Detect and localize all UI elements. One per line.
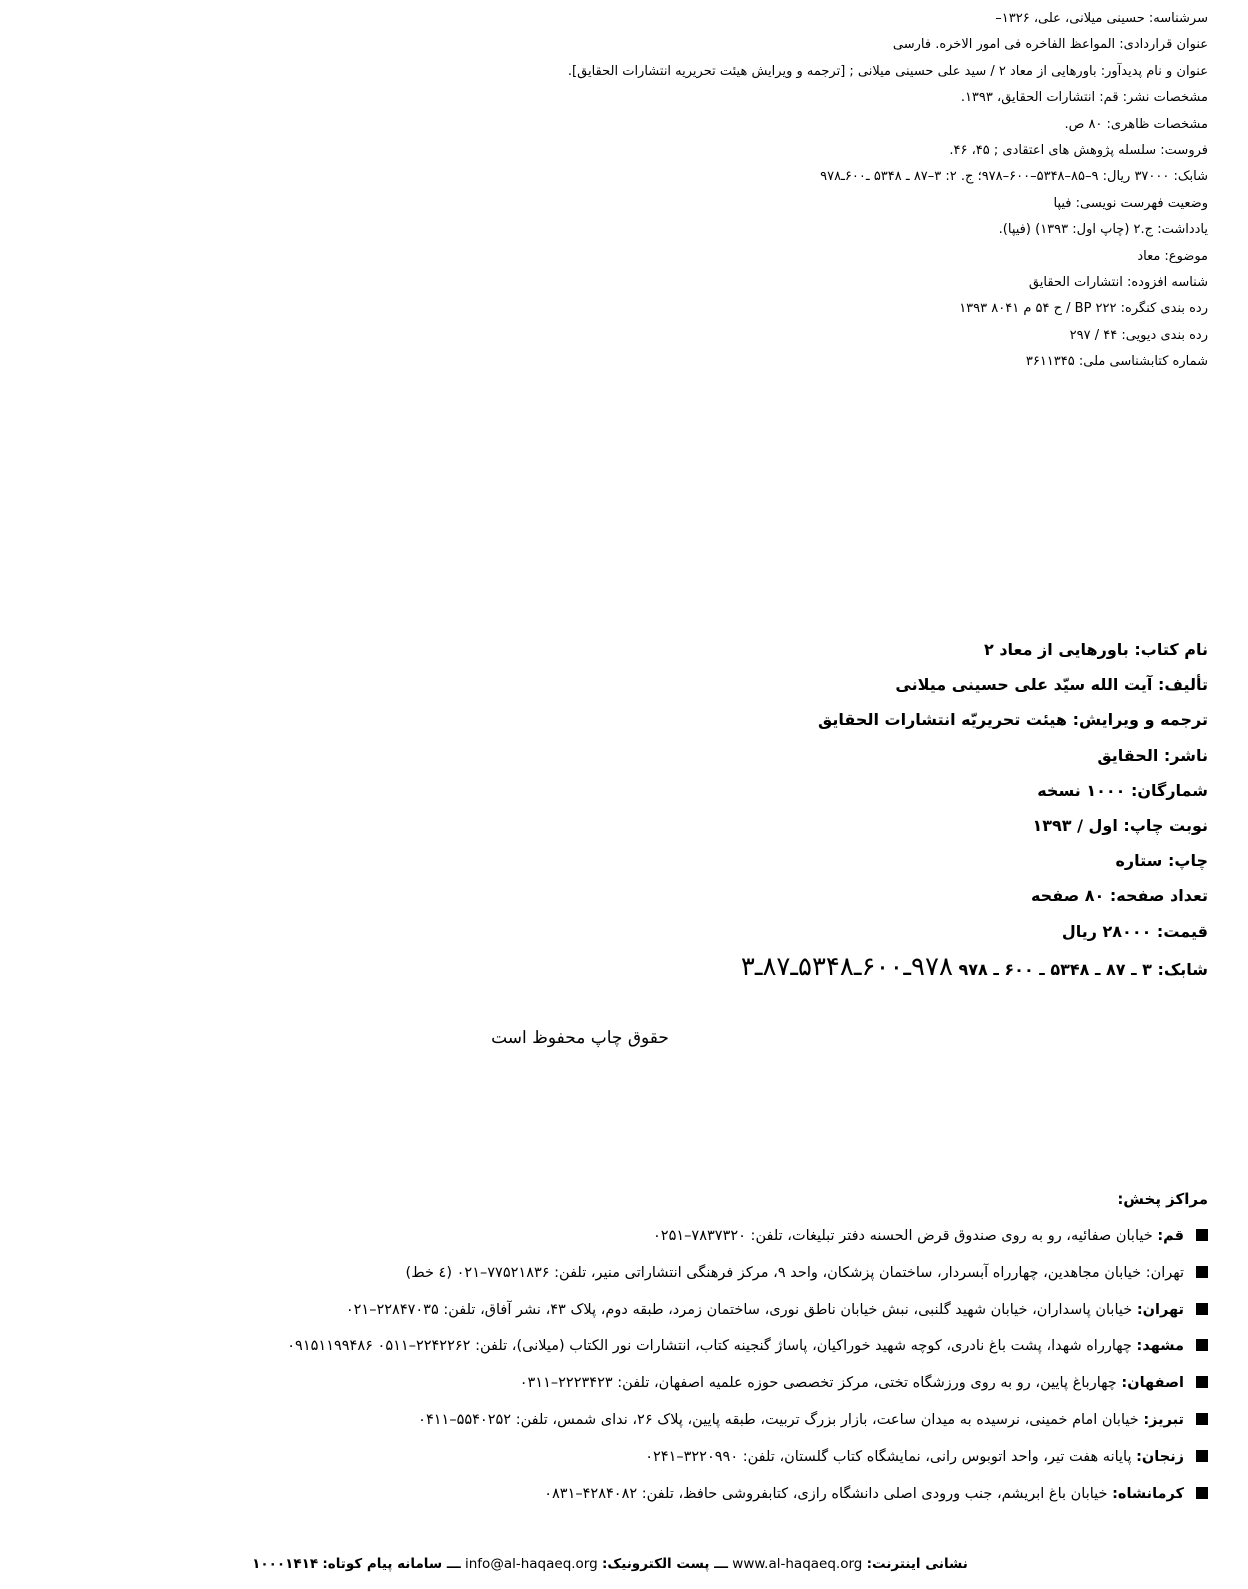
bullet-icon <box>1196 1450 1208 1462</box>
distribution-text: پایانه هفت تیر، واحد اتوبوس رانی، نمایشگاه کتاب گلستان، تلفن: ۳۲۲۰۹۹۰–۰۲۴۱ <box>645 1448 1132 1465</box>
cip-note: یادداشت: ج.۲ (چاپ اول: ۱۳۹۳) (فیپا). <box>998 222 1208 238</box>
info-value: ۸۰ صفحه <box>1030 886 1105 906</box>
info-label: تألیف: <box>1157 675 1208 695</box>
info-price <box>48 914 1208 949</box>
distribution-item <box>8 1402 1208 1439</box>
info-label: تعداد صفحه: <box>1109 886 1208 906</box>
distribution-city: اصفهان: <box>1121 1375 1184 1392</box>
cataloging-in-publication <box>48 6 1208 376</box>
cip-dewey: رده بندی دیویی: ۴۴ / ۲۹۷ <box>1069 327 1208 343</box>
distribution-text: خیابان باغ ابریشم، جنب ورودی اصلی دانشگاه رازی، کتابفروشی حافظ، تلفن: ۴۲۸۴۰۸۲–۰۸۳۱ <box>544 1485 1108 1502</box>
website-label: نشانی اینترنت: <box>866 1556 968 1572</box>
info-label: قیمت: <box>1156 921 1208 941</box>
info-label: شمارگان: <box>1130 780 1208 800</box>
info-value: باورهایی از معاد ۲ <box>983 640 1129 659</box>
bullet-icon <box>1196 1413 1208 1425</box>
cip-uniform-title: عنوان قراردادی: المواعظ الفاخره فی امور الاخره. فارسی <box>892 37 1208 53</box>
cip-subject: موضوع: معاد <box>1137 248 1208 264</box>
cip-physical: مشخصات ظاهری: ۸۰ ص. <box>1064 116 1208 132</box>
cip-national-number: شماره کتابشناسی ملی: ۳۶۱۱۳۴۵ <box>1025 354 1208 370</box>
sms-number: ۱۰۰۰۱۴۱۴ <box>252 1556 319 1572</box>
bullet-icon <box>1196 1229 1208 1241</box>
distribution-city: مشهد: <box>1136 1338 1184 1355</box>
info-label: نوبت چاپ: <box>1123 816 1208 836</box>
distribution-centers <box>8 1186 1208 1512</box>
info-value: الحقایق <box>1097 745 1159 765</box>
cip-series: فروست: سلسله پژوهش های اعتقادی ; ۴۵، ۴۶. <box>949 143 1208 159</box>
distribution-city: تهران: <box>1136 1301 1184 1318</box>
isbn-label: شابک: <box>1157 959 1208 979</box>
distribution-item <box>8 1218 1208 1255</box>
bullet-icon <box>1196 1487 1208 1499</box>
info-page-count <box>48 878 1208 913</box>
info-label: ناشر: <box>1163 745 1208 765</box>
email-link[interactable]: info@al-haqaeq.org <box>465 1556 598 1572</box>
distribution-text: چهارباغ پایین، رو به روی ورزشگاه تختی، مرکز تخصصی حوزه علمیه اصفهان، تلفن: ۲۲۲۳۴۲۳–۰۳۱۱ <box>519 1375 1117 1392</box>
cip-publication: مشخصات نشر: قم: انتشارات الحقایق، ۱۳۹۳. <box>960 90 1208 106</box>
distribution-text: تهران: خیابان مجاهدین، چهارراه آبسردار، ساختمان پزشکان، واحد ۹، مرکز فرهنگی انتشاراتی منیر، تلفن: ۷۷۵۲۱۸۳۶–۰۲۱ (٤ خط) <box>405 1264 1184 1281</box>
cip-added-entry: شناسه افزوده: انتشارات الحقایق <box>1028 275 1208 291</box>
distribution-text: چهارراه شهدا، پشت باغ نادری، کوچه شهید خوراکیان، پاساژ گنجینه کتاب، انتشارات نور الکتاب (میلانی)، تلفن: ۲۲۴۲۲۶۲–۰۵۱۱ ۰۹۱۵۱۱۹۹۴۸۶ <box>287 1338 1132 1355</box>
info-edition <box>48 808 1208 843</box>
info-label: چاپ: <box>1167 851 1208 871</box>
info-value: ستاره <box>1115 851 1163 871</box>
distribution-city: زنجان: <box>1136 1448 1184 1465</box>
info-value: ۱۰۰۰ نسخه <box>1037 780 1126 800</box>
bullet-icon <box>1196 1339 1208 1351</box>
website-link[interactable]: www.al-haqaeq.org <box>732 1556 863 1572</box>
isbn-value-big: ۹۷۸ـ۶۰۰ـ۵۳۴۸ـ۸۷ـ۳ <box>740 951 953 982</box>
info-value: ۲۸۰۰۰ ریال <box>1061 921 1152 941</box>
book-info <box>48 632 1208 988</box>
info-isbn <box>48 949 1208 988</box>
distribution-text: خیابان صفائیه، رو به روی صندوق قرض الحسنه دفتر تبلیغات، تلفن: ۷۸۳۷۳۲۰–۰۲۵۱ <box>653 1228 1153 1244</box>
info-label: نام کتاب: <box>1134 640 1208 659</box>
distribution-title: مراکز پخش: <box>1117 1190 1208 1208</box>
info-printer <box>48 843 1208 878</box>
distribution-item <box>8 1255 1208 1292</box>
cip-status: وضعیت فهرست نویسی: فیپا <box>1053 195 1208 211</box>
distribution-city: کرمانشاه: <box>1112 1485 1184 1502</box>
info-value: اول / ۱۳۹۳ <box>1032 816 1118 836</box>
info-publisher <box>48 738 1208 773</box>
info-value: آیت الله سیّد علی حسینی میلانی <box>895 675 1153 695</box>
distribution-text: خیابان امام خمینی، نرسیده به میدان ساعت، بازار بزرگ تربیت، طبقه پایین، پلاک ۲۶، ندای شمس، تلفن: ۵۵۴۰۲۵۲–۰۴۱۱ <box>418 1411 1139 1428</box>
bullet-icon <box>1196 1303 1208 1315</box>
info-author <box>48 667 1208 702</box>
distribution-item <box>8 1328 1208 1365</box>
distribution-city: تبریز: <box>1143 1411 1184 1428</box>
distribution-text: خیابان پاسداران، خیابان شهید گلنبی، نبش خیابان ناطق نوری، ساختمان زمرد، طبقه دوم، پلاک ۴۳، نشر آفاق، تلفن: ۲۲۸۴۷۰۳۵–۰۲۱ <box>345 1301 1133 1318</box>
isbn-value-small: ۳ ـ ۸۷ ـ ۵۳۴۸ ـ ۶۰۰ ـ ۹۷۸ <box>958 959 1152 979</box>
email-label: ـــ پست الکترونیک: <box>602 1556 728 1572</box>
distribution-item <box>8 1292 1208 1329</box>
cip-lc-class: رده بندی کنگره: BP ۲۲۲ / ح ۵۴ م ۸۰۴۱ ۱۳۹۳ <box>959 301 1208 317</box>
distribution-item <box>8 1439 1208 1476</box>
distribution-city: قم: <box>1157 1228 1184 1244</box>
info-label: ترجمه و ویرایش: <box>1072 710 1208 730</box>
bullet-icon <box>1196 1376 1208 1388</box>
distribution-item <box>8 1476 1208 1513</box>
info-value: هیئت تحریریّه انتشارات الحقایق <box>817 710 1067 730</box>
sms-label: ـــ سامانه پیام کوتاه: <box>322 1556 461 1572</box>
cip-title: عنوان و نام پدیدآور: باورهایی از معاد ۲ / سید علی حسینی میلانی ; [ترجمه و ویرایش هیئت تحریریه انتشارات الحقایق]. <box>567 63 1208 79</box>
info-translation <box>48 702 1208 737</box>
contact-footer <box>160 1556 1060 1572</box>
cip-isbn: شابک: ۳۷۰۰۰ ریال: ۹–۸۵–۵۳۴۸–۶۰۰–۹۷۸؛ ج. ۲: ۳–۸۷ ـ ۵۳۴۸ ـ۶۰۰ـ۹۷۸ <box>820 169 1208 185</box>
cip-author: سرشناسه: حسینی میلانی، علی، ۱۳۲۶– <box>995 11 1208 26</box>
distribution-item <box>8 1365 1208 1402</box>
info-book-title <box>48 632 1208 667</box>
info-print-run <box>48 773 1208 808</box>
bullet-icon <box>1196 1266 1208 1278</box>
copyright-notice: حقوق چاپ محفوظ است <box>491 1028 669 1048</box>
